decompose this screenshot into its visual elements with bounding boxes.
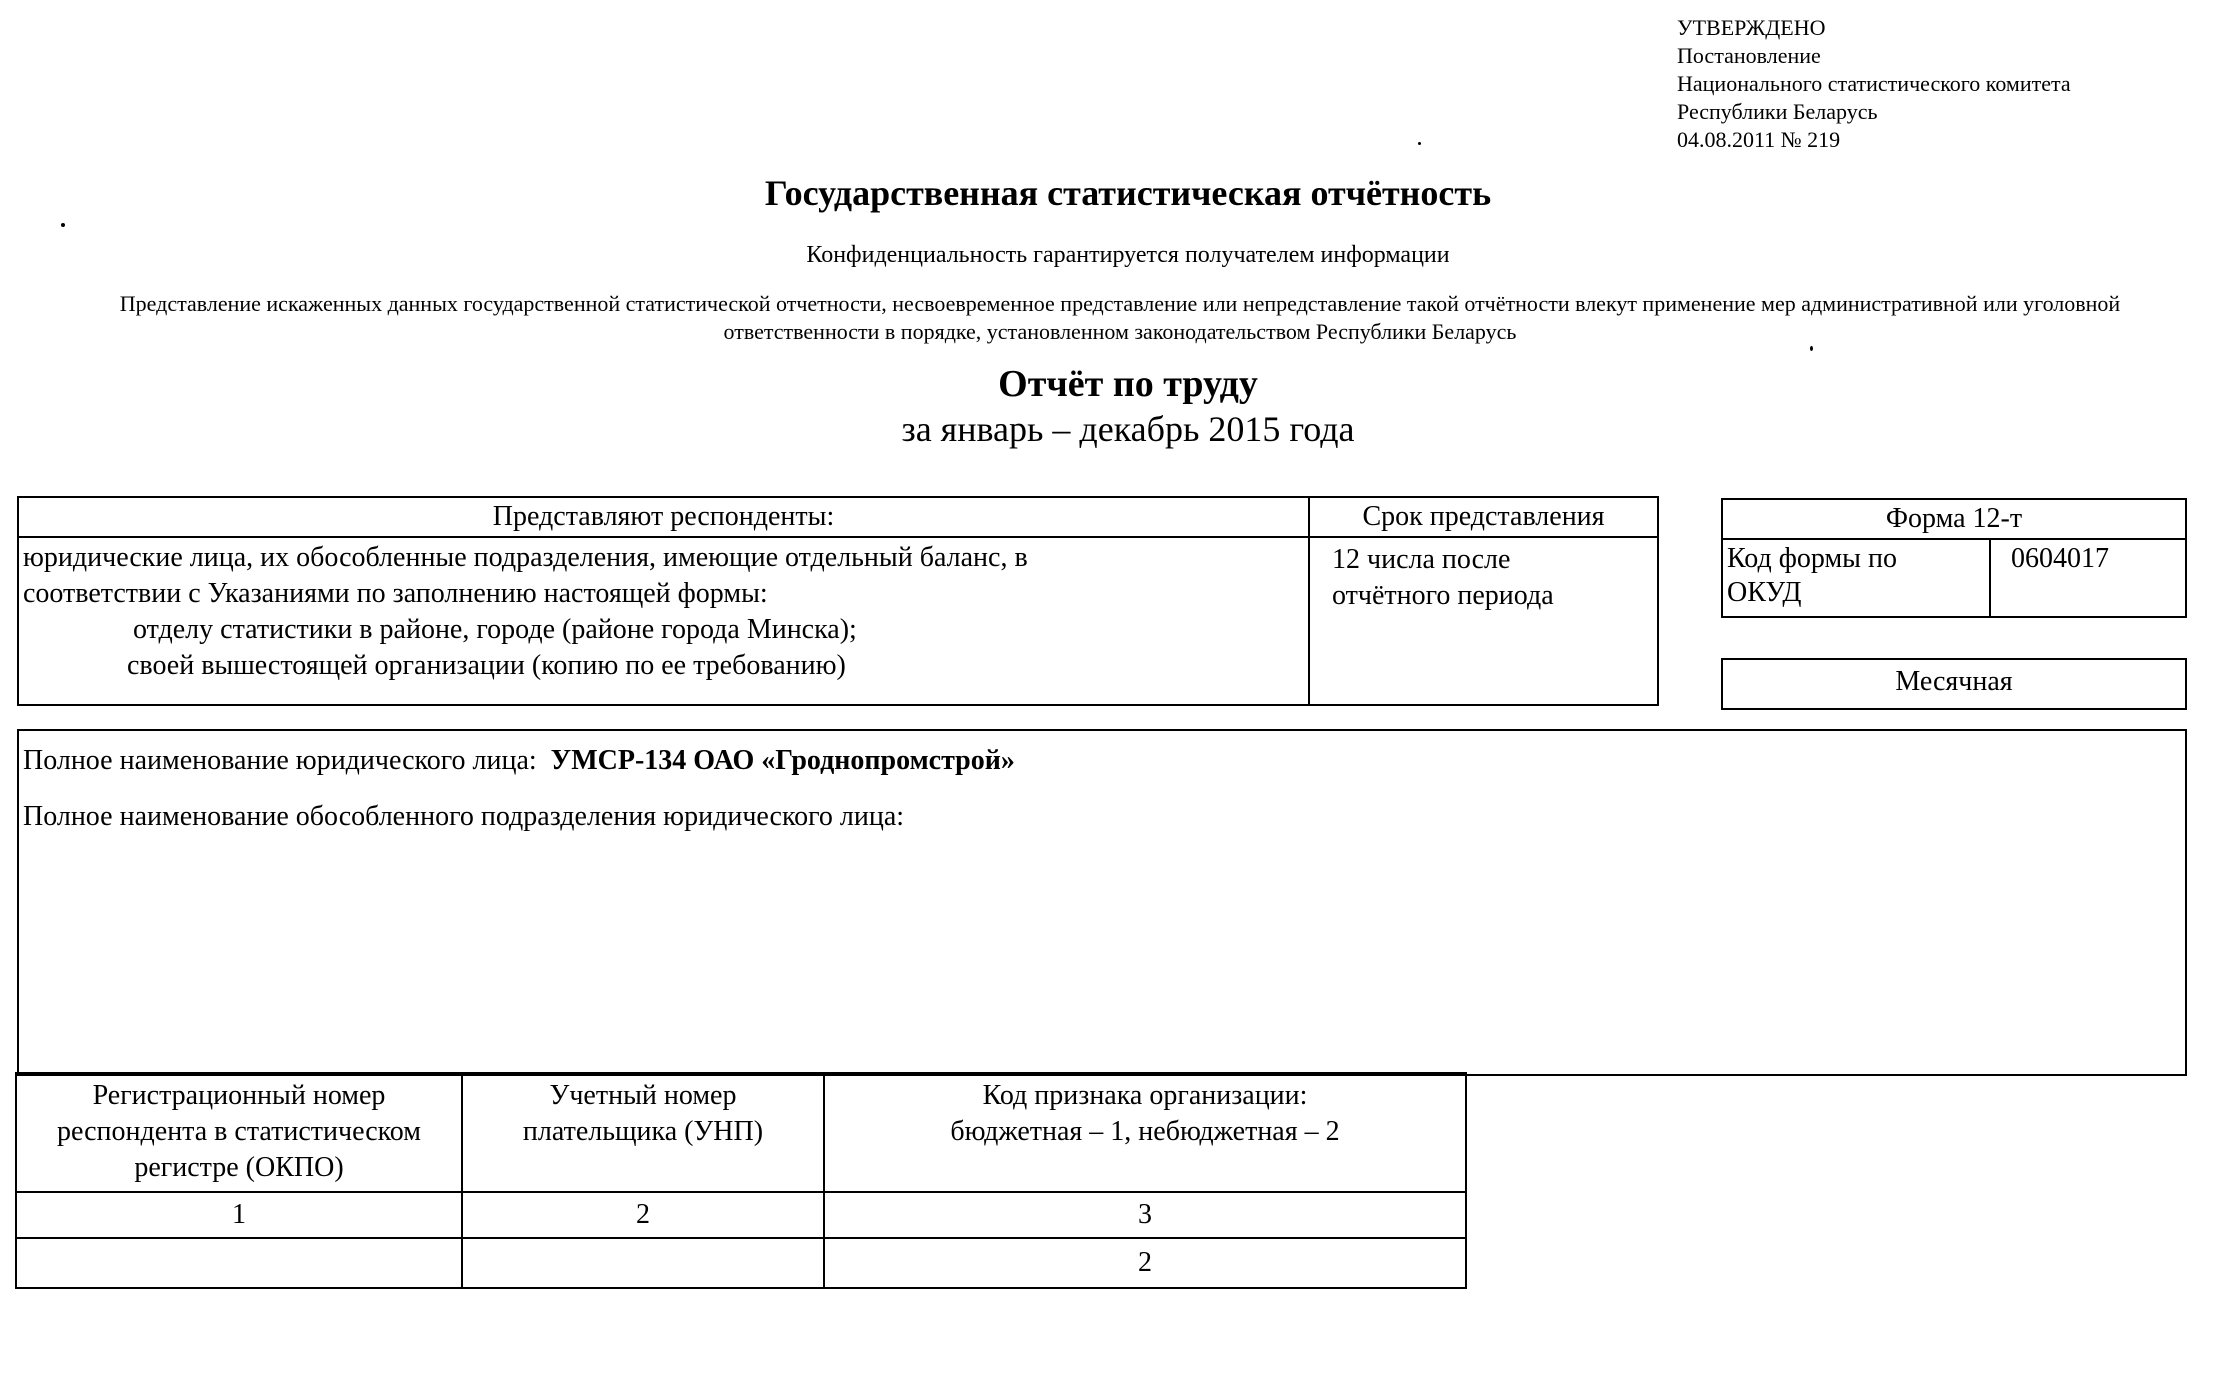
deadline-value (1309, 537, 1658, 705)
okpo-header-line: респондента в статистическом (57, 1116, 421, 1147)
approval-stamp (1677, 14, 2071, 154)
unp-header-line: плательщика (УНП) (522, 1116, 764, 1147)
org-type-header-line: бюджетная – 1, небюджетная – 2 (950, 1116, 1340, 1147)
entity-name-row (23, 745, 1015, 777)
okud-label-line: Код формы по (1727, 543, 1897, 574)
confidentiality-note: Конфиденциальность гарантируется получателем информации (806, 242, 1450, 268)
okud-value: 0604017 (1990, 539, 2186, 617)
form-code-box (1721, 498, 2187, 618)
entity-name-label: Полное наименование юридического лица: (23, 745, 537, 776)
column-number: 2 (462, 1192, 824, 1238)
periodicity-box: Месячная (1721, 658, 2187, 710)
okud-label (1722, 539, 1990, 617)
org-type-value: 2 (824, 1238, 1466, 1288)
org-type-header-line: Код признака организации: (982, 1080, 1308, 1111)
unp-header-line: Учетный номер (549, 1080, 737, 1111)
subdivision-name-label: Полное наименование обособленного подразделения юридического лица: (23, 801, 905, 832)
approval-line: Постановление (1677, 43, 1821, 68)
deadline-line: отчётного периода (1332, 580, 1554, 611)
unp-value (462, 1238, 824, 1288)
respondents-line: юридические лица, их обособленные подразделения, имеющие отдельный баланс, в (23, 542, 1028, 573)
okpo-header-line: регистре (ОКПО) (134, 1152, 344, 1183)
respondents-header: Представляют респонденты: (18, 497, 1309, 537)
respondents-description (18, 537, 1309, 705)
respondents-line: отделу статистики в районе, городе (районе города Минска); (133, 614, 857, 645)
respondents-table (17, 496, 1659, 706)
okud-label-line: ОКУД (1727, 577, 1802, 608)
column-number: 1 (16, 1192, 462, 1238)
deadline-line: 12 числа после (1332, 544, 1511, 575)
entity-name-value: УМСР-134 ОАО «Гроднопромстрой» (550, 745, 1015, 776)
scan-speck (1810, 346, 1813, 351)
okpo-header (16, 1073, 462, 1192)
liability-warning: Представление искаженных данных государственной статистической отчетности, несвоевременное представление или непредставление такой отчётности влекут применение мер административной или уголовной ответственности в порядке, установленном законодательством Республики Беларусь (119, 291, 2121, 344)
approval-line: Национального статистического комитета (1677, 71, 2071, 96)
approval-line: Республики Беларусь (1677, 99, 1878, 124)
respondents-line: соответствии с Указаниями по заполнению настоящей формы: (23, 578, 768, 609)
report-title: Отчёт по труду (998, 363, 1258, 405)
codes-table (15, 1072, 1467, 1289)
okpo-value (16, 1238, 462, 1288)
respondents-line: своей вышестоящей организации (копию по ее требованию) (127, 650, 846, 681)
scan-speck (61, 223, 65, 227)
approval-line: 04.08.2011 № 219 (1677, 127, 1841, 152)
unp-header (462, 1073, 824, 1192)
okpo-header-line: Регистрационный номер (92, 1080, 386, 1111)
org-type-header (824, 1073, 1466, 1192)
report-period: за январь – декабрь 2015 года (901, 409, 1355, 449)
deadline-header: Срок представления (1309, 497, 1658, 537)
approval-line: УТВЕРЖДЕНО (1677, 15, 1826, 40)
scan-speck (1418, 142, 1421, 145)
column-number: 3 (824, 1192, 1466, 1238)
entity-name-box (17, 729, 2187, 1076)
document-title: Государственная статистическая отчётность (764, 173, 1492, 213)
form-number: Форма 12-т (1722, 499, 2186, 539)
